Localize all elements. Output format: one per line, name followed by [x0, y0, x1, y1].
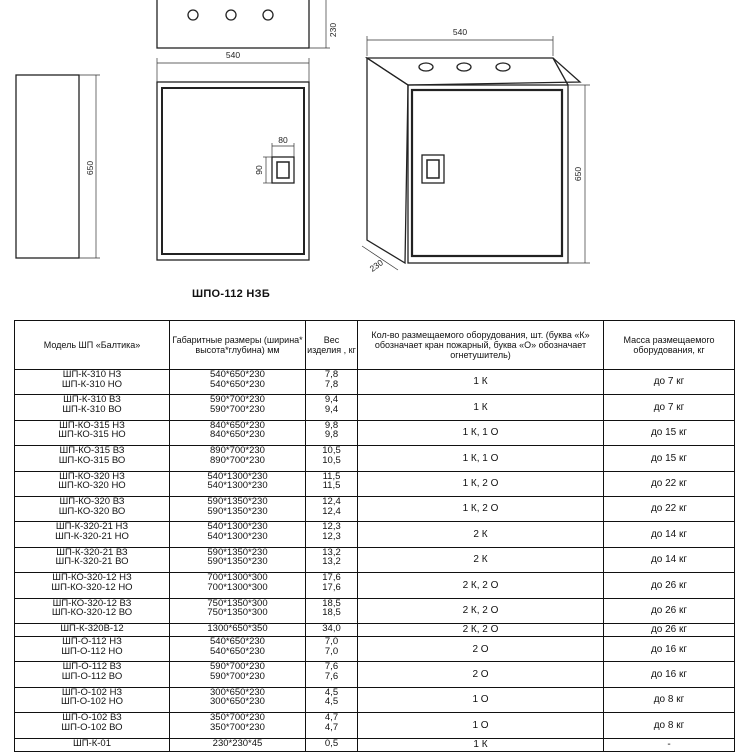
table-row: [15, 623, 735, 636]
cell-size-line: 700*1300*300: [207, 572, 268, 584]
cell-size-line: 540*1300*230: [207, 530, 268, 542]
cell-model-line: ШП-К-320-21 НО: [55, 530, 129, 542]
cell-weight-line: 13,2: [322, 546, 341, 558]
cell-mass: до 8 кг: [604, 687, 735, 712]
cell-size-line: 700*1300*300: [207, 581, 268, 593]
cell-model-line: ШП-К-01: [73, 737, 111, 749]
dim-handle-width: 80: [278, 135, 288, 145]
cell-model: [15, 687, 170, 712]
cell-weight-line: 11,5: [322, 480, 341, 492]
cell-model: [15, 662, 170, 687]
header-model: Модель ШП «Балтика»: [15, 321, 170, 370]
cell-size-line: 590*700*230: [210, 671, 265, 683]
cell-mass: до 16 кг: [604, 662, 735, 687]
drawing-caption: ШПО-112 НЗБ: [192, 288, 271, 300]
cell-size: [170, 637, 306, 662]
cell-model-line: ШП-К-320В-12: [60, 622, 124, 634]
dim-iso-depth: 230: [367, 257, 385, 274]
cell-model-line: ШП-О-112 ВЗ: [62, 661, 122, 673]
cell-size-line: 590*700*230: [210, 394, 265, 406]
cell-size-line: 540*1300*230: [207, 480, 268, 492]
cell-weight-line: 9,4: [324, 394, 339, 406]
cell-model-line: ШП-КО-320 ВЗ: [59, 495, 125, 507]
cell-mass: до 26 кг: [604, 623, 735, 636]
iso-handle-inner: [427, 160, 439, 178]
table-row: [15, 471, 735, 496]
cell-size-line: 540*650*230: [210, 378, 265, 390]
cell-model: [15, 370, 170, 395]
cell-weight-line: 11,5: [322, 470, 341, 482]
cell-model: [15, 623, 170, 636]
cell-weight-line: 34,0: [322, 622, 341, 634]
table-row: [15, 547, 735, 572]
cell-size: [170, 738, 306, 751]
cell-size-line: 590*1350*230: [207, 495, 268, 507]
cell-equipment: 2 К, 2 О: [358, 623, 604, 636]
cell-model-line: ШП-К-320-21 ВЗ: [56, 546, 128, 558]
iso-hole-1: [419, 63, 433, 71]
cell-mass: -: [604, 738, 735, 751]
iso-hole-3: [496, 63, 510, 71]
cell-weight: [306, 713, 358, 738]
cell-weight-line: 10,5: [322, 445, 341, 457]
cell-weight: [306, 547, 358, 572]
cell-size-line: 540*1300*230: [207, 521, 268, 533]
cell-size: [170, 687, 306, 712]
cell-weight: [306, 637, 358, 662]
cell-size-line: 350*700*230: [210, 712, 265, 724]
table-row: [15, 496, 735, 521]
cell-mass: до 7 кг: [604, 370, 735, 395]
cell-equipment: 2 К: [358, 547, 604, 572]
cell-size-line: 750*1350*300: [207, 607, 268, 619]
cell-size-line: 590*1350*230: [207, 505, 268, 517]
cell-size: [170, 496, 306, 521]
cell-model-line: ШП-К-310 ВО: [62, 403, 122, 415]
cell-weight: [306, 496, 358, 521]
cell-size-line: 230*230*45: [212, 737, 263, 749]
cell-model: [15, 471, 170, 496]
cell-model-line: ШП-КО-320 НО: [58, 480, 126, 492]
iso-handle: [422, 155, 444, 183]
cell-weight-line: 4,7: [324, 721, 339, 733]
front-view-door: [162, 88, 304, 254]
cell-model: [15, 598, 170, 623]
cell-size-line: 590*700*230: [210, 403, 265, 415]
cell-weight: [306, 598, 358, 623]
cell-model-line: ШП-КО-320-12 НО: [51, 581, 133, 593]
cell-mass: до 16 кг: [604, 637, 735, 662]
cell-weight: [306, 623, 358, 636]
cell-mass: до 22 кг: [604, 496, 735, 521]
cell-model-line: ШП-КО-320 НЗ: [59, 470, 125, 482]
iso-front-face: [408, 85, 568, 263]
cell-model: [15, 738, 170, 751]
front-view-outer: [157, 82, 309, 260]
cell-weight-line: 7,6: [324, 661, 339, 673]
cell-weight-line: 18,5: [322, 607, 341, 619]
cell-weight-line: 9,4: [324, 403, 339, 415]
cell-model: [15, 496, 170, 521]
cell-mass: до 22 кг: [604, 471, 735, 496]
iso-top-face: [367, 58, 580, 85]
cell-model-line: ШП-О-112 ВО: [61, 671, 123, 683]
header-size: Габаритные размеры (ширина* высота*глубина) мм: [170, 321, 306, 370]
cell-size: [170, 395, 306, 420]
cell-weight: [306, 446, 358, 471]
side-view-box: [16, 75, 79, 258]
cell-equipment: 1 К: [358, 738, 604, 751]
cell-mass: до 14 кг: [604, 547, 735, 572]
cell-size-line: 300*650*230: [210, 696, 265, 708]
cell-weight-line: 12,4: [322, 505, 341, 517]
cell-size-line: 540*650*230: [210, 645, 265, 657]
cell-weight-line: 18,5: [322, 597, 341, 609]
cell-model-line: ШП-КО-320 ВО: [58, 505, 126, 517]
cell-model-line: ШП-КО-320-12 ВО: [51, 607, 133, 619]
cell-size-line: 840*650*230: [210, 419, 265, 431]
cell-size-line: 350*700*230: [210, 721, 265, 733]
cell-size-line: 890*700*230: [210, 454, 265, 466]
cell-weight: [306, 395, 358, 420]
table-row: [15, 446, 735, 471]
cell-equipment: 2 К, 2 О: [358, 573, 604, 598]
cell-weight-line: 12,3: [322, 521, 341, 533]
table-header-row: [15, 321, 735, 370]
table-row: [15, 370, 735, 395]
dim-front-width: 540: [225, 50, 241, 60]
dim-handle-height: 90: [254, 165, 264, 175]
cell-weight-line: 7,8: [324, 378, 339, 390]
cell-weight: [306, 420, 358, 445]
iso-front-door: [412, 90, 562, 256]
cell-size-line: 590*700*230: [210, 661, 265, 673]
cell-equipment: 2 О: [358, 662, 604, 687]
cell-weight-line: 13,2: [322, 556, 341, 568]
table-row: [15, 738, 735, 751]
iso-left-face: [367, 58, 408, 263]
cell-equipment: 1 К: [358, 370, 604, 395]
cell-size-line: 1300*650*350: [207, 622, 268, 634]
cell-mass: до 8 кг: [604, 713, 735, 738]
cell-model: [15, 547, 170, 572]
cell-size-line: 750*1350*300: [207, 597, 268, 609]
cell-weight: [306, 662, 358, 687]
top-hole-3: [263, 10, 273, 20]
cell-model-line: ШП-О-112 НО: [61, 645, 123, 657]
cell-weight-line: 4,5: [324, 696, 339, 708]
front-handle-inner: [277, 162, 289, 178]
cell-model-line: ШП-КО-315 НО: [58, 429, 126, 441]
cell-model-line: ШП-О-102 НО: [61, 696, 123, 708]
cell-weight-line: 7,6: [324, 671, 339, 683]
cell-weight: [306, 522, 358, 547]
cell-weight: [306, 471, 358, 496]
table-row: [15, 662, 735, 687]
cell-size: [170, 662, 306, 687]
cell-model: [15, 395, 170, 420]
cell-mass: до 26 кг: [604, 573, 735, 598]
cell-model-line: ШП-О-102 ВЗ: [62, 712, 122, 724]
cell-size: [170, 547, 306, 572]
cell-model: [15, 446, 170, 471]
cell-model-line: ШП-КО-320-12 ВЗ: [52, 597, 132, 609]
cell-mass: до 7 кг: [604, 395, 735, 420]
cell-equipment: 1 О: [358, 687, 604, 712]
table-row: [15, 687, 735, 712]
cell-weight-line: 4,7: [324, 712, 339, 724]
cell-weight: [306, 687, 358, 712]
dim-iso-width: 540: [452, 27, 468, 37]
cell-size-line: 590*1350*230: [207, 556, 268, 568]
cell-model: [15, 573, 170, 598]
iso-hole-2: [457, 63, 471, 71]
table-row: [15, 598, 735, 623]
dim-iso-height: 650: [573, 166, 583, 182]
cell-weight-line: 9,8: [324, 419, 339, 431]
cell-weight: [306, 573, 358, 598]
cell-model-line: ШП-К-310 НО: [61, 378, 123, 390]
cell-model-line: ШП-КО-315 ВЗ: [59, 445, 125, 457]
cell-size: [170, 471, 306, 496]
cell-model-line: ШП-О-112 НЗ: [62, 636, 122, 648]
cell-equipment: 2 О: [358, 637, 604, 662]
cell-size: [170, 573, 306, 598]
cell-model-line: ШП-К-310 ВЗ: [63, 394, 121, 406]
cell-model-line: ШП-К-320-21 НЗ: [55, 521, 129, 533]
cell-weight-line: 4,5: [324, 686, 339, 698]
front-handle: [272, 157, 294, 183]
cell-size-line: 540*1300*230: [207, 470, 268, 482]
cell-model: [15, 713, 170, 738]
cell-weight-line: 7,8: [324, 369, 339, 380]
cell-size: [170, 446, 306, 471]
cell-model-line: ШП-О-102 ВО: [61, 721, 123, 733]
cell-weight-line: 12,4: [322, 495, 341, 507]
top-hole-1: [188, 10, 198, 20]
cell-size-line: 300*650*230: [210, 686, 265, 698]
cell-weight-line: 9,8: [324, 429, 339, 441]
header-mass: Масса размещаемого оборудования, кг: [604, 321, 735, 370]
cell-model-line: ШП-О-102 НЗ: [61, 686, 123, 698]
cell-model-line: ШП-КО-315 НЗ: [59, 419, 125, 431]
cell-size: [170, 420, 306, 445]
table-row: [15, 713, 735, 738]
cell-size-line: 540*650*230: [210, 369, 265, 380]
cell-weight-line: 7,0: [324, 636, 339, 648]
cell-equipment: 2 К, 2 О: [358, 598, 604, 623]
cell-weight-line: 17,6: [322, 572, 341, 584]
header-weight: Вес изделия , кг: [306, 321, 358, 370]
cell-model-line: ШП-КО-315 ВО: [58, 454, 126, 466]
cell-size: [170, 370, 306, 395]
cell-weight: [306, 370, 358, 395]
cell-equipment: 1 К: [358, 395, 604, 420]
cell-size-line: 840*650*230: [210, 429, 265, 441]
cell-model: [15, 420, 170, 445]
table-row: [15, 522, 735, 547]
cell-model-line: ШП-К-310 НЗ: [62, 369, 122, 380]
top-hole-2: [226, 10, 236, 20]
cell-model: [15, 637, 170, 662]
cell-equipment: 1 К, 2 О: [358, 496, 604, 521]
dim-top-depth: 230: [328, 22, 338, 38]
cell-model-line: ШП-КО-320-12 НЗ: [52, 572, 132, 584]
cabinet-drawing: [0, 0, 750, 315]
header-equipment: Кол-во размещаемого оборудования, шт. (буква «К» обозначает кран пожарный, буква «О» обозначает огнетушитель): [358, 321, 604, 370]
cell-model-line: ШП-К-320-21 ВО: [55, 556, 129, 568]
table-row: [15, 637, 735, 662]
cell-weight-line: 0,5: [324, 737, 339, 749]
table-row: [15, 573, 735, 598]
cell-equipment: 1 К, 2 О: [358, 471, 604, 496]
cell-equipment: 2 К: [358, 522, 604, 547]
table-row: [15, 420, 735, 445]
cell-size: [170, 522, 306, 547]
cell-mass: до 26 кг: [604, 598, 735, 623]
cell-weight-line: 10,5: [322, 454, 341, 466]
cell-size: [170, 713, 306, 738]
dim-side-height: 650: [85, 160, 95, 176]
cell-size-line: 540*650*230: [210, 636, 265, 648]
cell-mass: до 15 кг: [604, 420, 735, 445]
top-view-box: [157, 0, 309, 48]
cell-mass: до 14 кг: [604, 522, 735, 547]
cell-equipment: 1 К, 1 О: [358, 446, 604, 471]
cell-model: [15, 522, 170, 547]
spec-table: [14, 320, 735, 752]
cell-size-line: 890*700*230: [210, 445, 265, 457]
table-row: [15, 395, 735, 420]
cell-weight-line: 12,3: [322, 530, 341, 542]
cell-mass: до 15 кг: [604, 446, 735, 471]
cell-equipment: 1 О: [358, 713, 604, 738]
cell-size: [170, 598, 306, 623]
cell-size: [170, 623, 306, 636]
cell-weight-line: 7,0: [324, 645, 339, 657]
cell-weight-line: 17,6: [322, 581, 341, 593]
cell-weight: [306, 738, 358, 751]
cell-equipment: 1 К, 1 О: [358, 420, 604, 445]
cell-size-line: 590*1350*230: [207, 546, 268, 558]
